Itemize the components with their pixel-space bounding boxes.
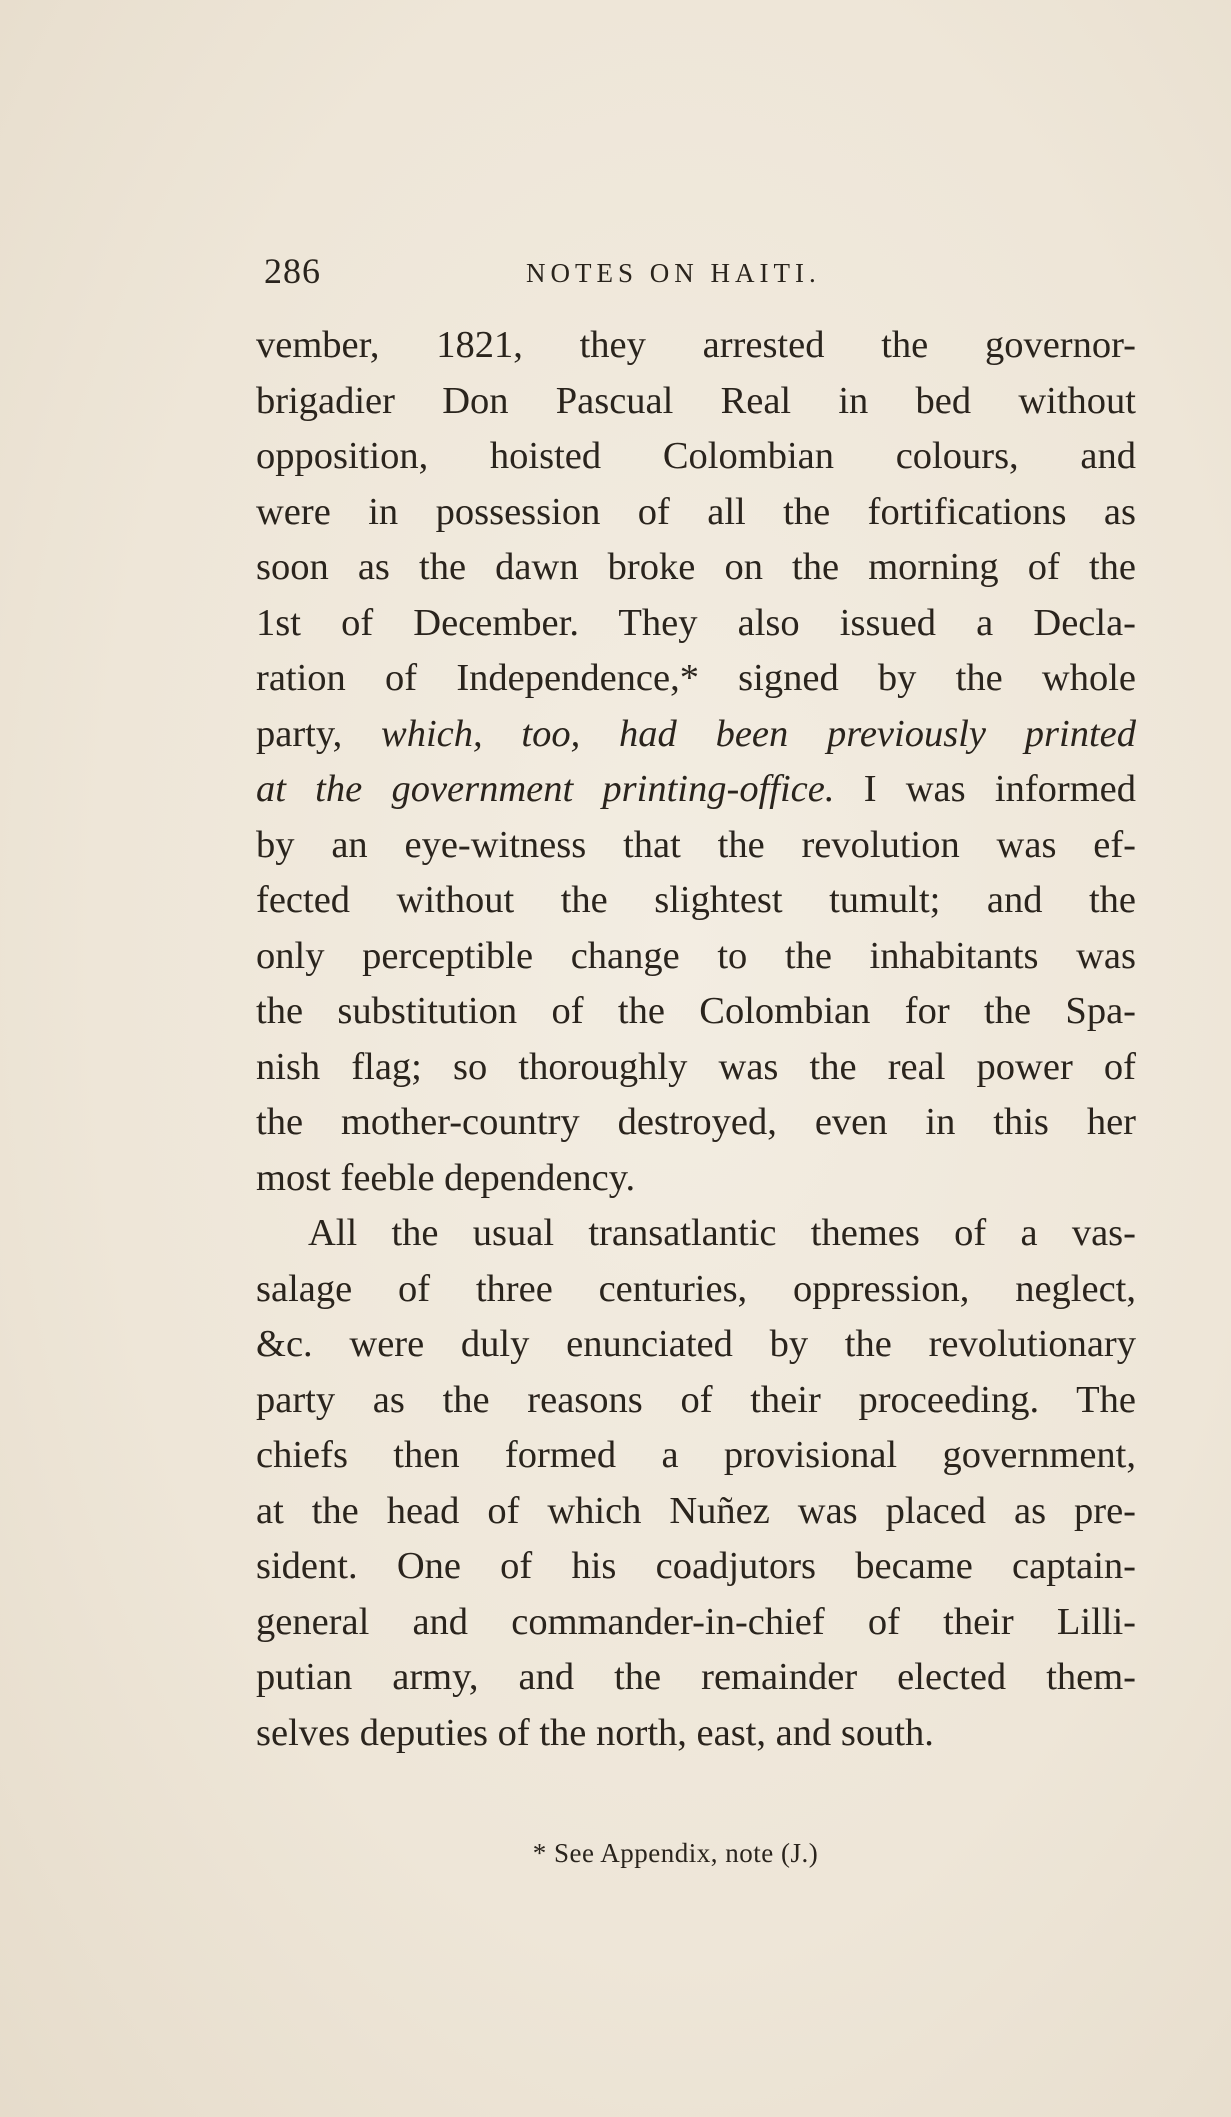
- paragraph: [256, 1206, 1136, 1761]
- text-line: [256, 485, 1136, 541]
- text-line: [256, 1206, 1136, 1262]
- line-text: party,: [256, 712, 382, 755]
- text-line: [256, 762, 1136, 818]
- text-line: [256, 929, 1136, 985]
- text-line: [256, 1650, 1136, 1706]
- line-text: brigadier Don Pascual Real in bed without: [256, 379, 1136, 422]
- running-head: NOTES ON HAITI.: [526, 258, 821, 288]
- line-text: the mother-country destroyed, even in this her: [256, 1101, 1136, 1143]
- text-line: [256, 1040, 1136, 1096]
- line-text: chiefs then formed a provisional government,: [256, 1434, 1136, 1476]
- line-text: 1st of December. They also issued a Decla-: [256, 601, 1136, 644]
- line-text: All the usual transatlantic themes of a vas-: [308, 1212, 1136, 1254]
- line-text: sident. One of his coadjutors became captain-: [256, 1545, 1136, 1587]
- line-text: selves deputies of the north, east, and south.: [256, 1711, 934, 1754]
- line-text: the substitution of the Colombian for the Spa-: [256, 990, 1136, 1032]
- text-line: [256, 1428, 1136, 1484]
- text-line: [256, 429, 1136, 485]
- text-line: [256, 1595, 1136, 1651]
- text-line: [256, 596, 1136, 652]
- italic-text: which, too, had been previously printed: [381, 712, 1136, 755]
- text-line: [256, 374, 1136, 430]
- line-text: most feeble dependency.: [256, 1156, 636, 1199]
- line-text: general and commander-in-chief of their Lilli-: [256, 1600, 1136, 1643]
- line-text: I was informed: [834, 768, 1136, 810]
- line-text: opposition, hoisted Colombian colours, and: [256, 435, 1136, 477]
- text-line: [256, 984, 1136, 1040]
- page-header: [258, 242, 1138, 302]
- line-text: &c. were duly enunciated by the revolutionary: [256, 1323, 1136, 1365]
- text-line: [256, 1373, 1136, 1429]
- line-text: by an eye-witness that the revolution was ef-: [256, 823, 1136, 866]
- paragraph: [256, 318, 1136, 1206]
- page-number: 286: [264, 251, 321, 291]
- text-line: [256, 1539, 1136, 1595]
- body-text: [256, 318, 1136, 1761]
- text-line: [256, 540, 1136, 596]
- italic-text: at the government printing-office.: [256, 768, 835, 810]
- text-line: [256, 707, 1136, 763]
- footnote: * See Appendix, note (J.): [532, 1838, 819, 1868]
- line-text: party as the reasons of their proceeding. The: [256, 1378, 1136, 1421]
- text-line: [256, 1706, 1136, 1762]
- line-text: at the head of which Nuñez was placed as pre-: [256, 1489, 1136, 1532]
- text-line: [256, 818, 1136, 874]
- line-text: nish flag; so thoroughly was the real power of: [256, 1045, 1136, 1088]
- line-text: were in possession of all the fortifications as: [256, 490, 1136, 533]
- line-text: salage of three centuries, oppression, neglect,: [256, 1267, 1136, 1310]
- text-line: [256, 1151, 1136, 1207]
- line-text: only perceptible change to the inhabitants was: [256, 934, 1136, 977]
- line-text: vember, 1821, they arrested the governor-: [256, 324, 1136, 366]
- text-line: [256, 651, 1136, 707]
- text-line: [256, 1262, 1136, 1318]
- text-line: [256, 1095, 1136, 1151]
- text-line: [256, 1484, 1136, 1540]
- line-text: putian army, and the remainder elected them-: [256, 1656, 1136, 1698]
- line-text: soon as the dawn broke on the morning of the: [256, 546, 1136, 588]
- line-text: ration of Independence,* signed by the whole: [256, 657, 1136, 699]
- line-text: fected without the slightest tumult; and the: [256, 879, 1136, 921]
- text-line: [256, 318, 1136, 374]
- text-line: [256, 873, 1136, 929]
- text-line: [256, 1317, 1136, 1373]
